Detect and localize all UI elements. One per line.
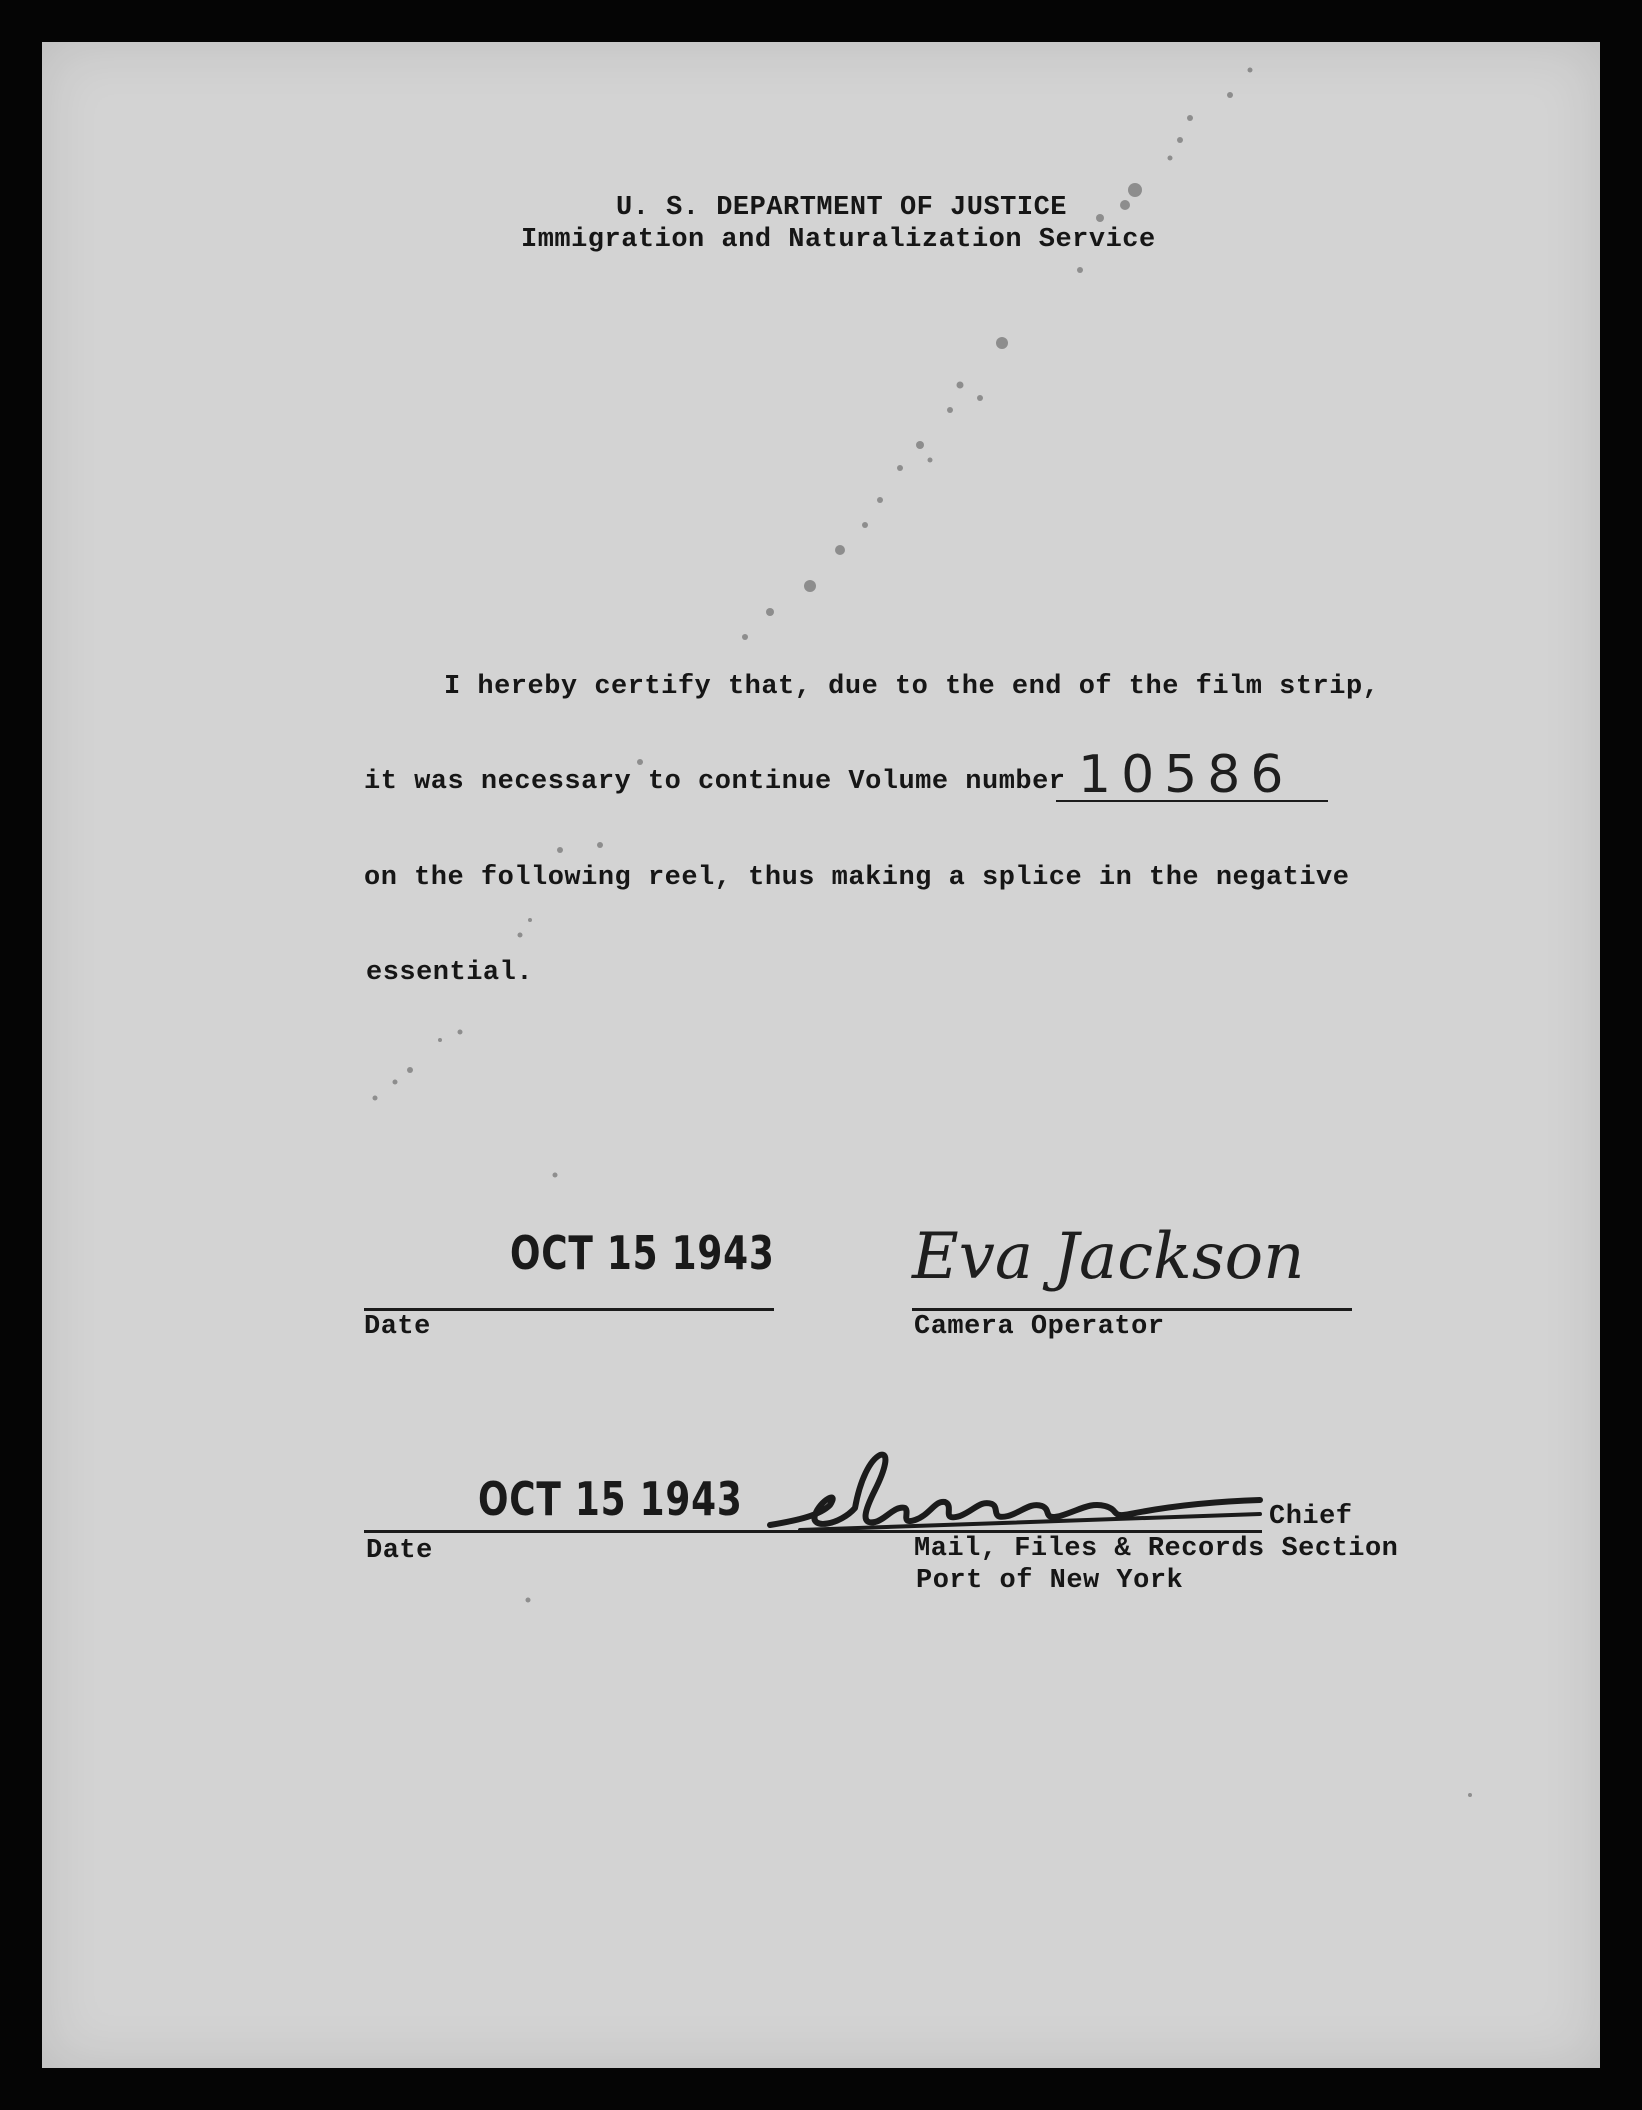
date-stamp-1: OCT 15 1943 <box>510 1226 775 1280</box>
certify-line-3: on the following reel, thus making a splice in the negative <box>364 863 1350 893</box>
date-stamp-2: OCT 15 1943 <box>478 1472 743 1526</box>
document-page <box>42 42 1600 2068</box>
camera-operator-label: Camera Operator <box>914 1312 1165 1342</box>
certify-line-2: it was necessary to continue Volume number <box>364 767 1066 797</box>
chief-office-line-2: Port of New York <box>916 1566 1184 1596</box>
signature-line-1 <box>912 1308 1352 1311</box>
certify-line-4: essential. <box>366 958 534 988</box>
date-label-1: Date <box>364 1312 431 1342</box>
chief-signature <box>760 1430 1280 1550</box>
chief-title: Chief <box>1269 1502 1353 1532</box>
date-label-2: Date <box>366 1536 433 1566</box>
certify-line-1: I hereby certify that, due to the end of the film strip, <box>444 672 1380 702</box>
chief-office-line-1: Mail, Files & Records Section <box>914 1534 1399 1564</box>
camera-operator-signature: Eva Jackson <box>912 1220 1305 1294</box>
volume-number-handwritten: 10586 <box>1078 745 1294 805</box>
header-service: Immigration and Naturalization Service <box>521 225 1156 255</box>
header-department: U. S. DEPARTMENT OF JUSTICE <box>616 193 1067 223</box>
date-line-1 <box>364 1308 774 1311</box>
